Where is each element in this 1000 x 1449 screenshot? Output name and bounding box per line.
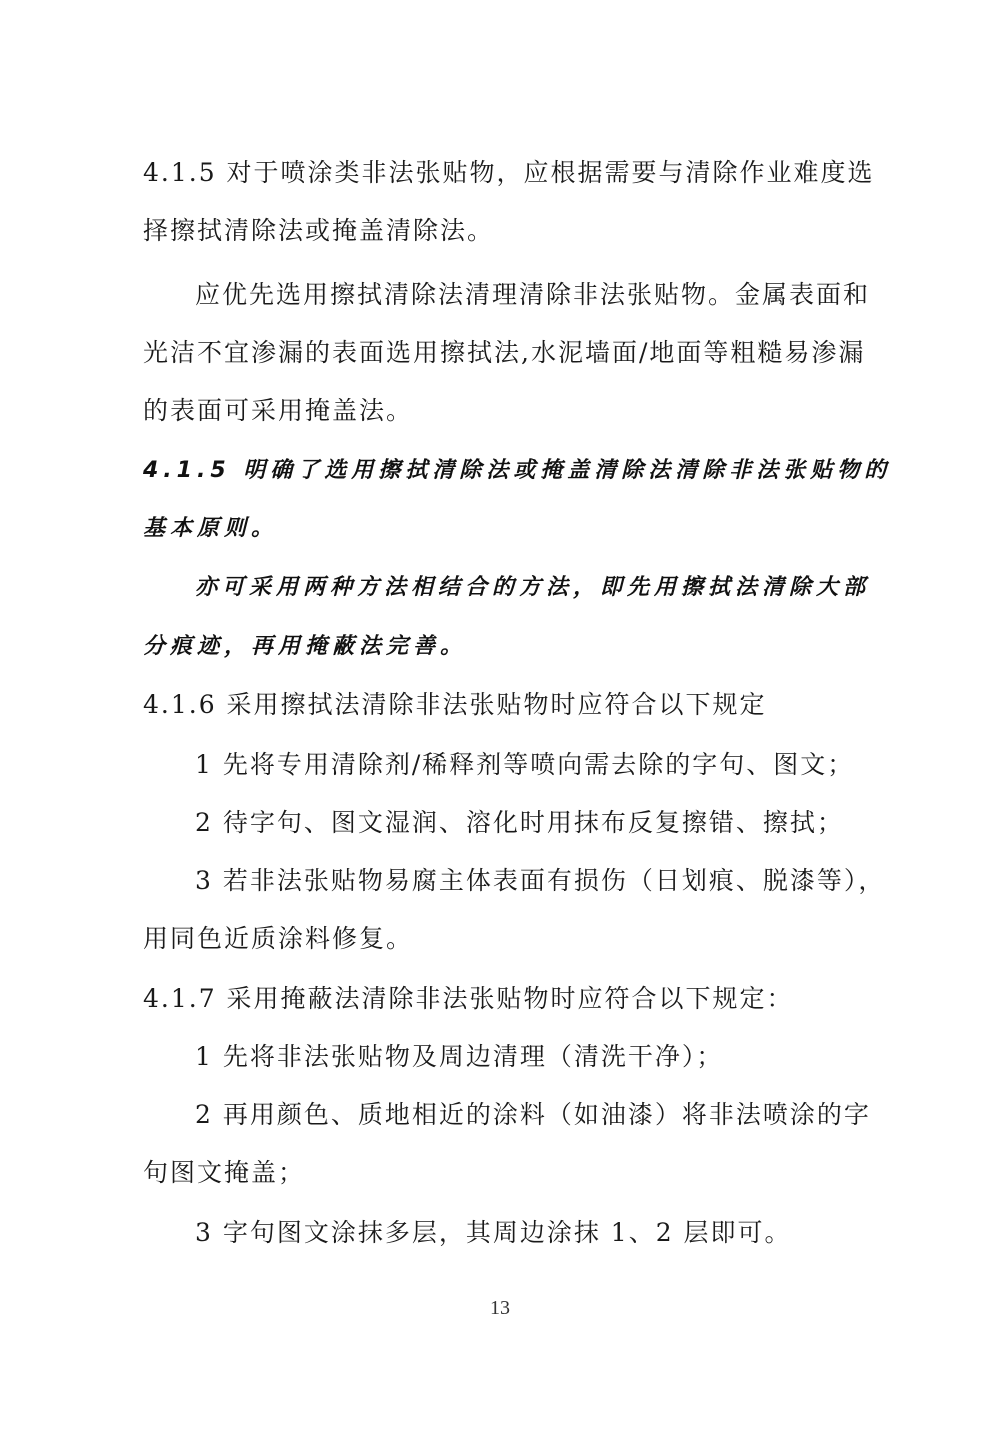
page-number: 13: [490, 1297, 510, 1319]
clause-4-1-6-heading: 4.1.6 采用擦拭法清除非法张贴物时应符合以下规定: [143, 690, 767, 719]
clause-4-1-7-item-2-line-1: 2 再用颜色、质地相近的涂料（如油漆）将非法喷涂的字: [195, 1100, 871, 1129]
clause-4-1-5-para-line-3: 的表面可采用掩盖法。: [143, 396, 414, 425]
commentary-line-2: 基本原则。: [143, 516, 279, 541]
commentary-line-4: 分痕迹，再用掩蔽法完善。: [143, 634, 468, 659]
clause-4-1-5-para-line-2: 光洁不宜渗漏的表面选用擦拭法,水泥墙面/地面等粗糙易渗漏: [143, 338, 866, 367]
clause-4-1-5-line-1: 4.1.5 对于喷涂类非法张贴物，应根据需要与清除作业难度选: [143, 158, 875, 187]
clause-4-1-7-item-1: 1 先将非法张贴物及周边清理（清洗干净）；: [195, 1042, 724, 1071]
commentary-line-3: 亦可采用两种方法相结合的方法，即先用擦拭法清除大部: [195, 575, 871, 600]
clause-4-1-6-item-1: 1 先将专用清除剂/稀释剂等喷向需去除的字句、图文；: [195, 750, 855, 779]
clause-4-1-6-item-3-line-2: 用同色近质涂料修复。: [143, 924, 414, 953]
clause-4-1-7-heading: 4.1.7 采用掩蔽法清除非法张贴物时应符合以下规定：: [143, 984, 794, 1013]
commentary-line-1: 4.1.5 明确了选用擦拭清除法或掩盖清除法清除非法张贴物的: [143, 458, 892, 483]
clause-4-1-6-item-2: 2 待字句、图文湿润、溶化时用抹布反复擦错、擦拭；: [195, 808, 844, 837]
clause-4-1-6-item-3-line-1: 3 若非法张贴物易腐主体表面有损伤（日划痕、脱漆等），: [195, 866, 886, 895]
clause-4-1-7-item-2-line-2: 句图文掩盖；: [143, 1158, 306, 1187]
clause-4-1-5-line-2: 择擦拭清除法或掩盖清除法。: [143, 216, 495, 245]
clause-4-1-7-item-3: 3 字句图文涂抹多层，其周边涂抹 1、2 层即可。: [195, 1218, 792, 1247]
clause-4-1-5-para-line-1: 应优先选用擦拭清除法清理清除非法张贴物。金属表面和: [195, 280, 871, 309]
